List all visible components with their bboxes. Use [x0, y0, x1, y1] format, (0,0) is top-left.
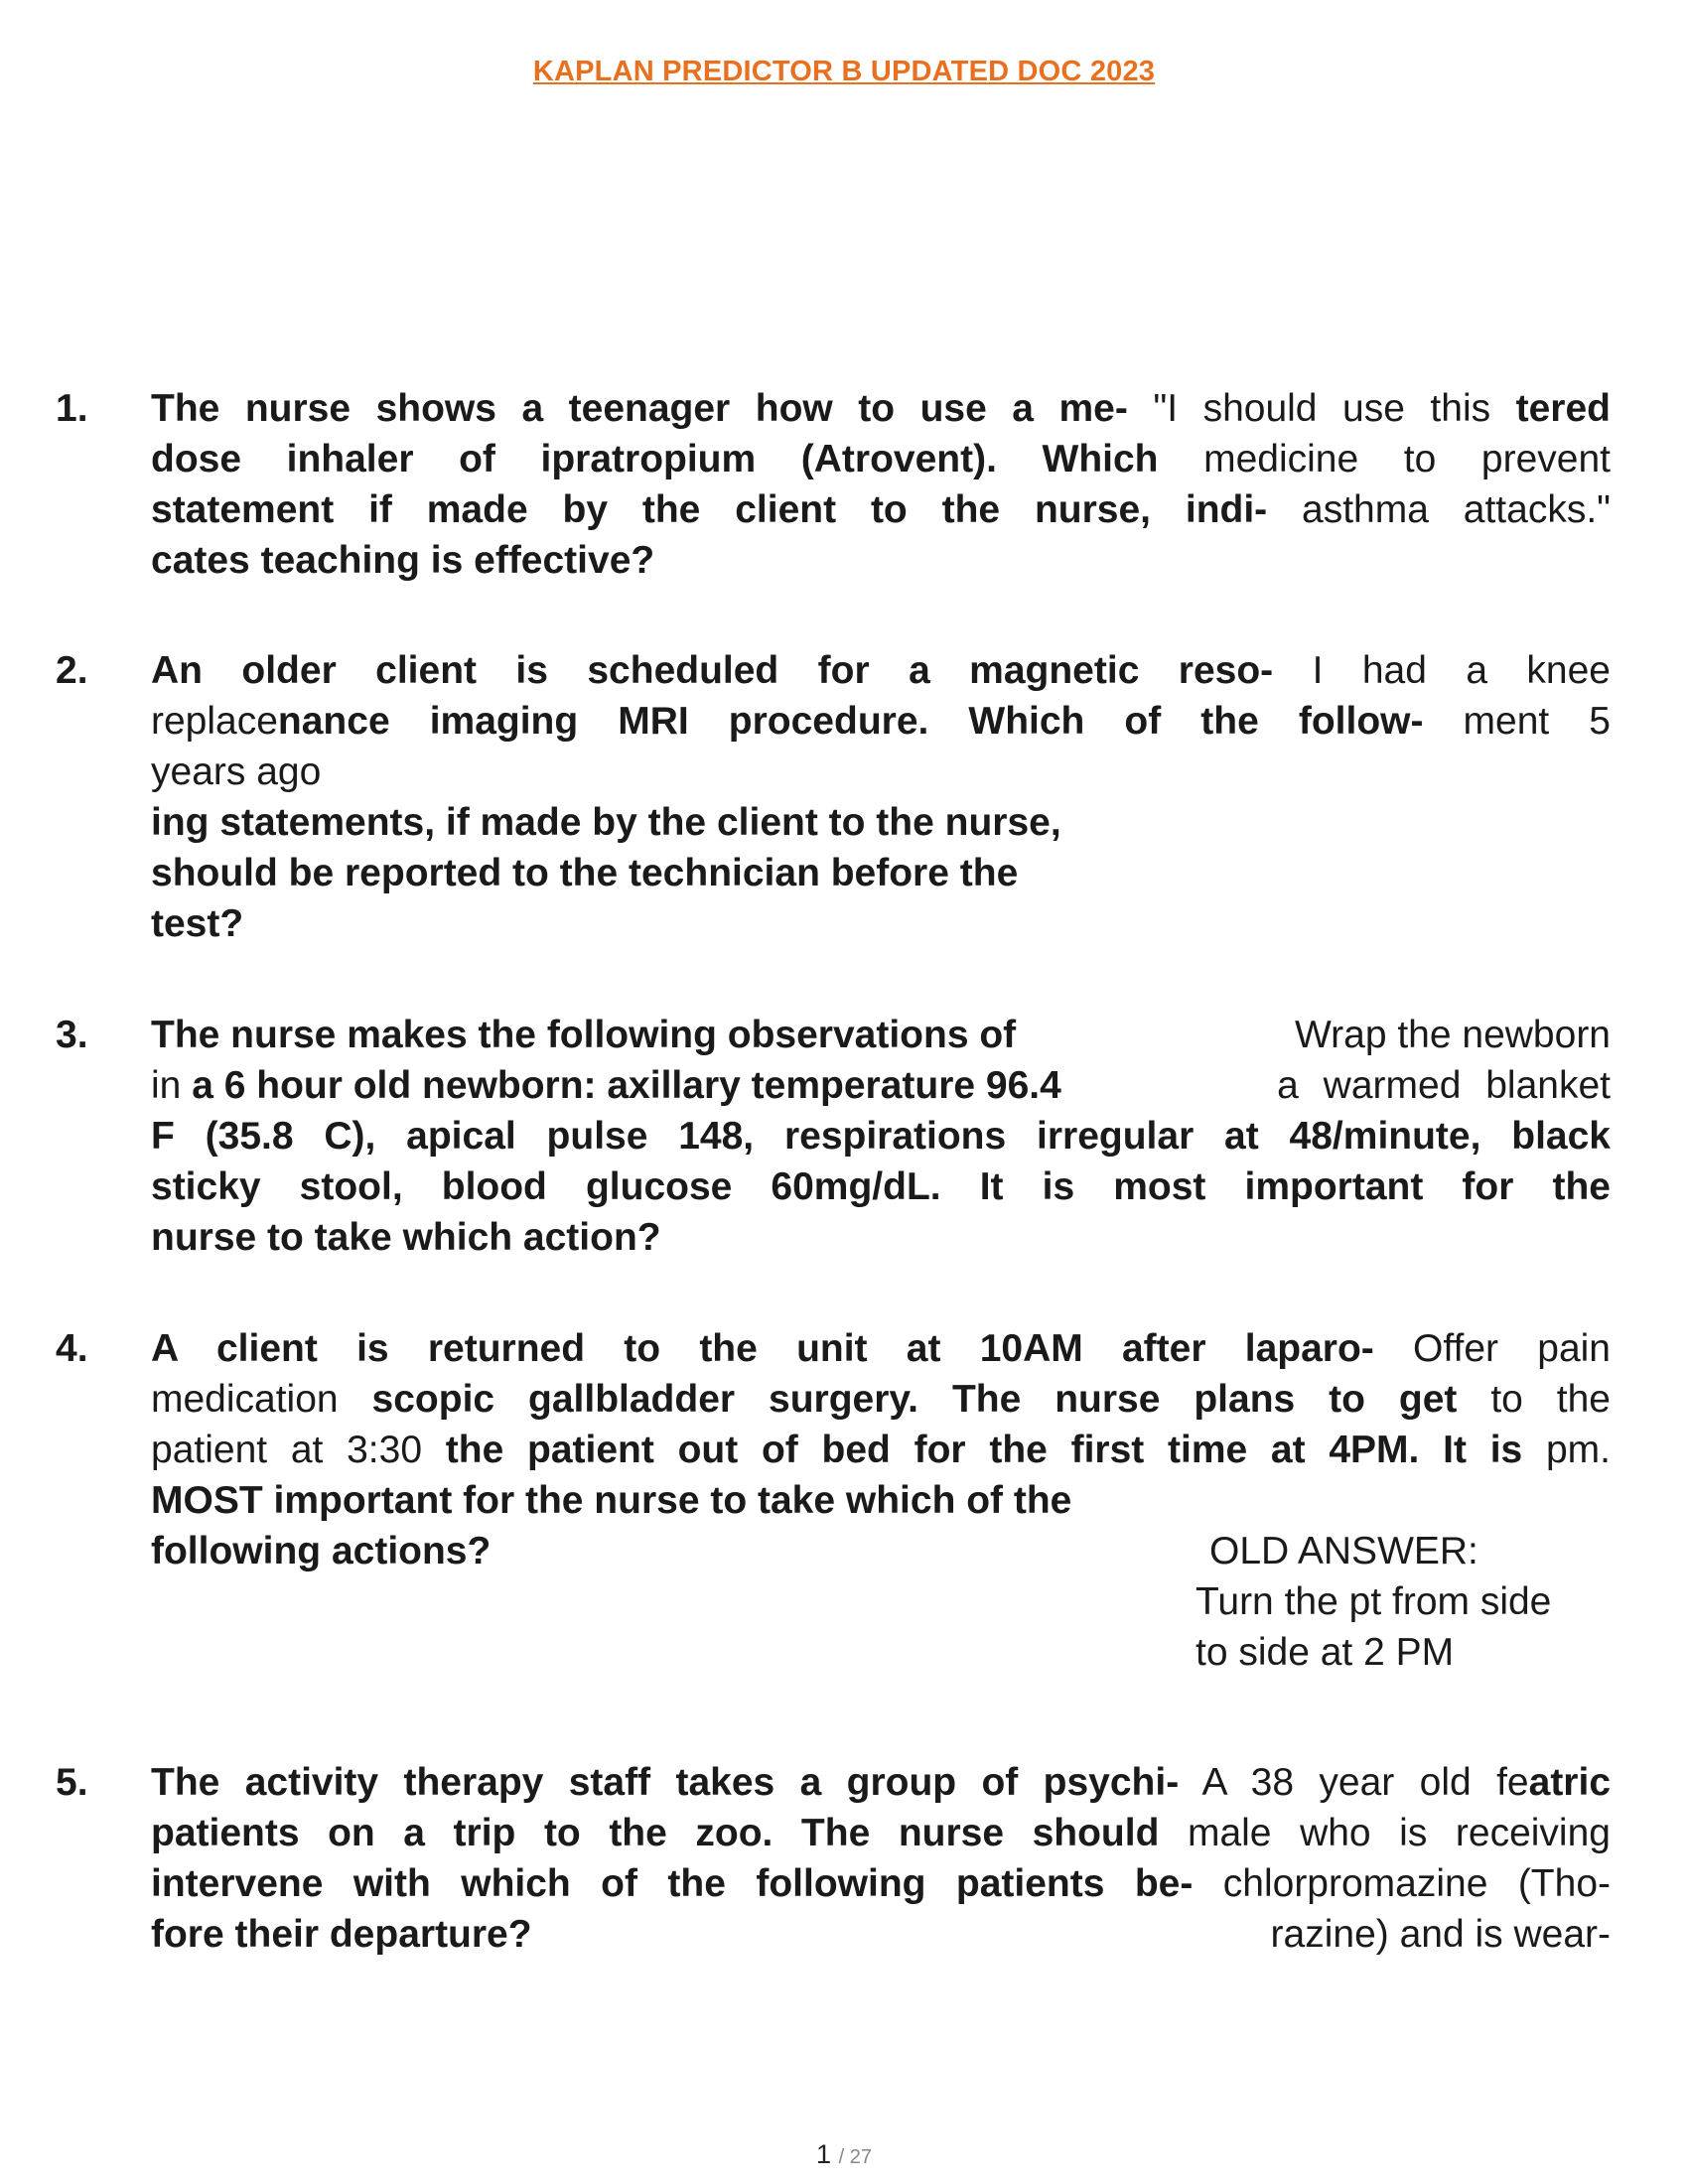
- question-number: 4.: [56, 1327, 88, 1370]
- q2-text: nance imaging MRI procedure. Which of the follow-: [277, 700, 1424, 743]
- q4-answer: Offer pain: [1373, 1327, 1611, 1370]
- q4-text: following actions?: [151, 1530, 492, 1572]
- q3-text: F (35.8 C), apical pulse 148, respirations irregular at 48/minute, black: [151, 1115, 1611, 1158]
- question-1: [56, 383, 1634, 586]
- q2-answer: replace: [151, 700, 278, 743]
- q5-answer: male who is receiving: [1159, 1812, 1611, 1854]
- question-3: [56, 1010, 1634, 1263]
- q3-text: nurse to take which action?: [151, 1216, 661, 1259]
- page-indicator: [0, 2139, 1688, 2170]
- total-pages: / 27: [838, 2146, 872, 2168]
- q5-answer: chlorpromazine (Tho-: [1193, 1862, 1611, 1905]
- q2-text: should be reported to the technician before the: [151, 852, 1019, 894]
- q1-text: dose inhaler of ipratropium (Atrovent). Which: [151, 438, 1159, 480]
- q1-text: statement if made by the client to the nurse, indi-: [151, 488, 1268, 531]
- q5-text: The activity therapy staff takes a group of psychi-: [151, 1761, 1180, 1804]
- question-number: 5.: [56, 1761, 88, 1804]
- q2-text: test?: [151, 902, 244, 945]
- q1-text: The nurse shows a teenager how to use a me-: [151, 387, 1128, 430]
- current-page: 1: [816, 2139, 832, 2169]
- q3-answer: Wrap the newborn: [1295, 1014, 1611, 1056]
- q2-answer: years ago: [151, 751, 322, 793]
- q4-text: MOST important for the nurse to take which of the: [151, 1479, 1072, 1522]
- document-title: KAPLAN PREDICTOR B UPDATED DOC 2023: [532, 56, 1156, 87]
- old-answer-text: to side at 2 PM: [1196, 1631, 1455, 1674]
- q5-answer: A 38 year old fe: [1179, 1761, 1529, 1804]
- q5-text: atric: [1528, 1761, 1612, 1804]
- old-answer-text: Turn the pt from side: [1196, 1580, 1552, 1623]
- q4-answer: medication: [151, 1378, 372, 1421]
- q1-answer: "I should use this: [1127, 387, 1516, 430]
- question-5: [56, 1757, 1634, 1960]
- q4-answer: pm.: [1522, 1429, 1611, 1471]
- q4-text: A client is returned to the unit at 10AM after laparo-: [151, 1327, 1374, 1370]
- q5-text: fore their departure?: [151, 1913, 532, 1956]
- q3-answer: in: [151, 1064, 193, 1107]
- q5-answer: razine) and is wear-: [1270, 1913, 1611, 1956]
- question-2: [56, 645, 1634, 949]
- q4-answer: patient at 3:30: [151, 1429, 446, 1471]
- question-number: 2.: [56, 649, 88, 692]
- q4-answer: to the: [1457, 1378, 1611, 1421]
- q1-text: cates teaching is effective?: [151, 539, 655, 582]
- q3-answer: a warmed blanket: [1277, 1064, 1611, 1107]
- q5-text: patients on a trip to the zoo. The nurse should: [151, 1812, 1160, 1854]
- q4-text: the patient out of bed for the first time at 4PM. It is: [445, 1429, 1523, 1471]
- q3-text: The nurse makes the following observations of: [151, 1014, 1017, 1056]
- q3-text: sticky stool, blood glucose 60mg/dL. It is most important for the: [151, 1165, 1611, 1208]
- old-answer-label: OLD ANSWER:: [1209, 1530, 1478, 1572]
- q1-answer: asthma attacks.": [1267, 488, 1612, 531]
- q2-answer: ment 5: [1423, 700, 1611, 743]
- q3-text: a 6 hour old newborn: axillary temperature 96.4: [192, 1064, 1061, 1107]
- q2-text: ing statements, if made by the client to the nurse,: [151, 801, 1061, 844]
- question-number: 1.: [56, 387, 88, 430]
- q2-answer: I had a knee: [1273, 649, 1611, 692]
- q1-answer: medicine to prevent: [1158, 438, 1611, 480]
- q5-text: intervene with which of the following patients be-: [151, 1862, 1194, 1905]
- q2-text: An older client is scheduled for a magnetic reso-: [151, 649, 1274, 692]
- q1-text: tered: [1515, 387, 1611, 430]
- q4-text: scopic gallbladder surgery. The nurse plans to get: [371, 1378, 1458, 1421]
- question-number: 3.: [56, 1014, 88, 1056]
